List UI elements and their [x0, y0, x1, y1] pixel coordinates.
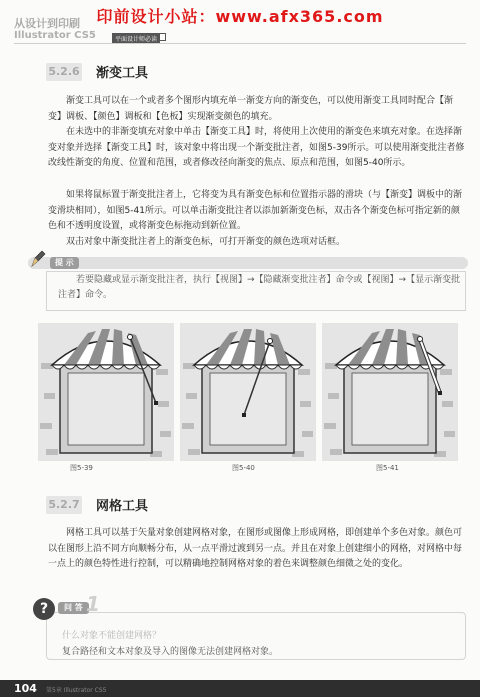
figure-5-39	[38, 323, 174, 461]
header-logo-line1: 从设计到印刷	[14, 17, 80, 30]
section-heading-mesh	[46, 495, 148, 514]
qa-label: 问 答	[58, 602, 89, 614]
paragraph: 双击对象中渐变批注者上的渐变色标，可打开渐变的颜色选项对话框。	[66, 237, 346, 247]
figure-5-41	[322, 323, 458, 461]
qa-answer: 复合路径和文本对象及导入的图像无法创建网格对象。	[62, 647, 279, 657]
tip-bar	[28, 257, 468, 269]
header-divider	[14, 43, 466, 44]
header-logo	[14, 18, 96, 42]
figure-caption: 图5-40	[232, 464, 255, 472]
section-number: 5.2.6	[46, 63, 82, 81]
qa-question: 什么对象不能创建网格？	[62, 631, 162, 641]
awning-window-image	[322, 323, 458, 461]
tip-pencil-icon	[30, 250, 46, 268]
paragraph: 如果将鼠标置于渐变批注者上，它将变为具有渐变色标和位置指示器的滑块（与【渐变】调板中的渐变滑块相同），如图5-41所示。可以单击渐变批注者以添加新渐变色标，双击各个渐变色标可指定新的颜色和不透明度设置，或将渐变色标拖动到新位置。	[48, 190, 463, 232]
header-tag: 平面设计师必读	[112, 33, 160, 44]
figure-caption: 图5-41	[376, 464, 399, 472]
section-title: 渐变工具	[96, 66, 149, 81]
footer-text: 第5章 Illustrator CS5	[46, 687, 107, 694]
figure-caption: 图5-39	[70, 464, 93, 472]
figure-5-40	[180, 323, 316, 461]
paragraph: 网格工具可以基于矢量对象创建网格对象，在图形或图像上形成网格，即创建单个多色对象。颜色可以在图形上沿不同方向顺畅分布，从一点平滑过渡到另一点。并且在对象上创建细小的网格，对网格中每一点上的颜色特性进行控制，可以精确地控制网格对象的着色来调整颜色细微之处的变化。	[48, 528, 463, 570]
question-mark-icon: ?	[33, 598, 55, 620]
paragraph: 渐变工具可以在一个或者多个图形内填充单一渐变方向的渐变色，可以使用渐变工具同时配合【渐变】调板、【颜色】调板和【色板】实现渐变颜色的填充。	[48, 96, 454, 122]
header-logo-line2: Illustrator CS5	[14, 30, 96, 41]
tip-text: 若要隐藏或显示渐变批注者，执行【视图】→【隐藏渐变批注者】命令或【视图】→【显示渐变批注者】命令。	[58, 275, 461, 300]
awning-window-image	[180, 323, 316, 461]
header-square-icon	[158, 33, 166, 41]
section-number: 5.2.7	[46, 496, 82, 514]
section-heading-gradient	[46, 62, 148, 81]
page-number: 104	[14, 682, 37, 695]
paragraph: 在未选中的非渐变填充对象中单击【渐变工具】时，将使用上次使用的渐变色来填充对象。在选择渐变对象并选择【渐变工具】时，该对象中将出现一个渐变批注者，如图5-39所示。可以使用渐变批注者修改线性渐变的角度、位置和范围，或者修改径向渐变的焦点、原点和范围，如图5-40所示。	[48, 127, 465, 169]
section-title: 网格工具	[96, 499, 149, 514]
tip-label: 提 示	[50, 257, 79, 269]
watermark: 印前设计小站：www.afx365.com	[96, 7, 384, 26]
awning-window-image	[38, 323, 174, 461]
qa-number: 1	[86, 592, 100, 616]
